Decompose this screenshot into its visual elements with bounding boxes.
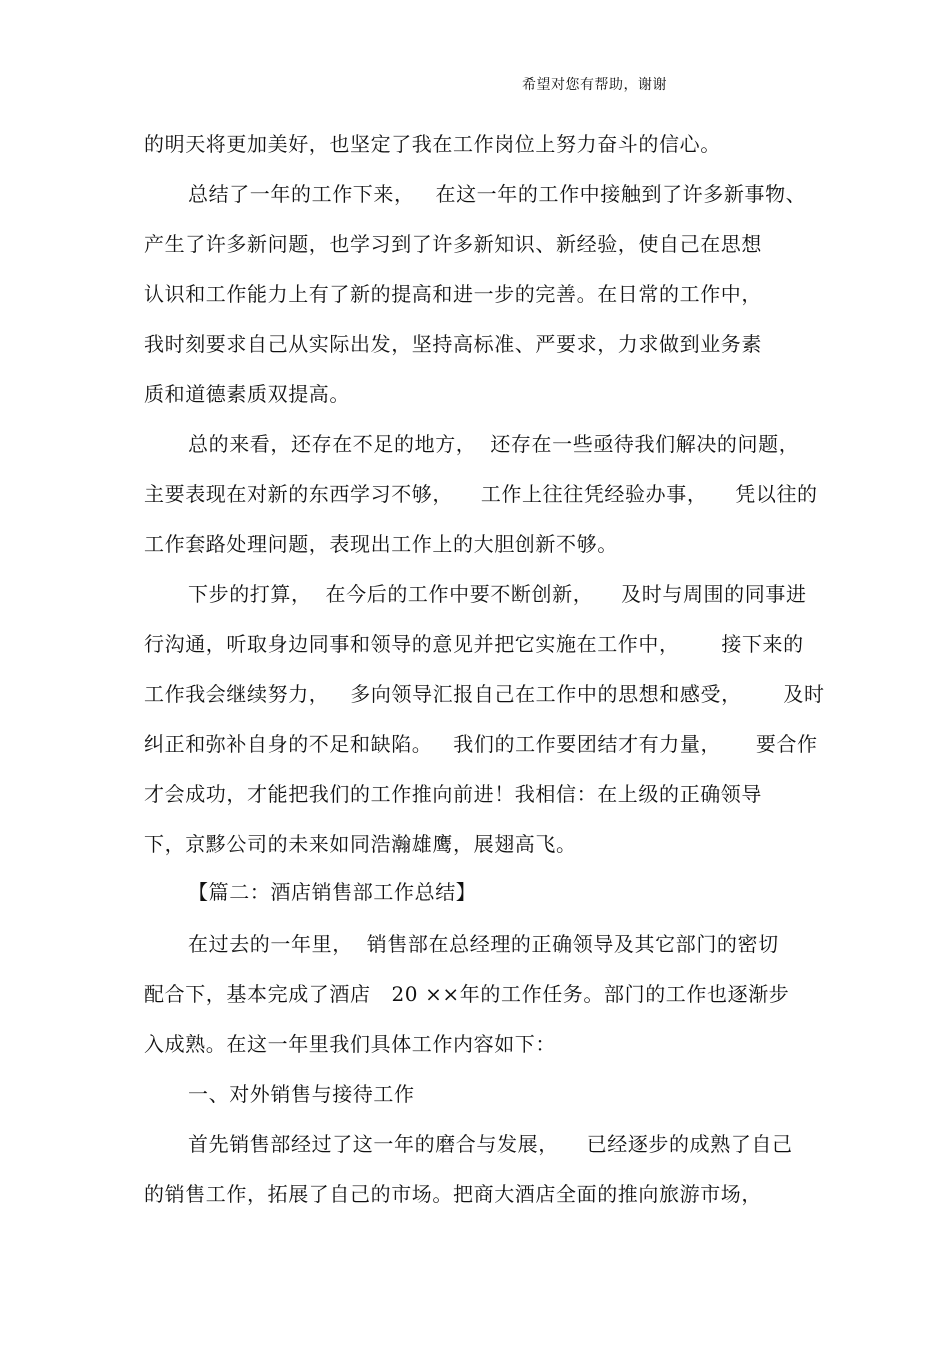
text-line: 工作我会继续努力， 多向领导汇报自己在工作中的思想和感受， 及时 [144,682,825,706]
text-line: 【篇二：酒店销售部工作总结】 [188,880,477,904]
header-note: 希望对您有帮助，谢谢 [522,77,667,93]
text-line: 我时刻要求自己从实际出发，坚持高标准、严要求，力求做到业务素 [144,332,762,356]
text-line: 行沟通，听取身边同事和领导的意见并把它实施在工作中， 接下来的 [144,632,804,656]
text-line: 的销售工作，拓展了自己的市场。把商大酒店全面的推向旅游市场， [144,1182,762,1206]
text-line: 总结了一年的工作下来， 在这一年的工作中接触到了许多新事物、 [188,182,807,206]
text-line: 下步的打算， 在今后的工作中要不断创新， 及时与周围的同事进 [188,582,807,606]
text-line: 的明天将更加美好，也坚定了我在工作岗位上努力奋斗的信心。 [144,132,721,156]
text-line: 总的来看，还存在不足的地方， 还存在一些亟待我们解决的问题， [188,432,800,456]
text-line: 配合下，基本完成了酒店 20 ××年的工作任务。部门的工作也逐渐步 [144,982,790,1006]
text-line: 在过去的一年里， 销售部在总经理的正确领导及其它部门的密切 [188,932,779,956]
text-line: 首先销售部经过了这一年的磨合与发展， 已经逐步的成熟了自己 [188,1132,793,1156]
text-line: 下，京黟公司的未来如同浩瀚雄鹰，展翅高飞。 [144,832,577,856]
text-line: 一、对外销售与接待工作 [188,1082,415,1106]
text-line: 纠正和弥补自身的不足和缺陷。 我们的工作要团结才有力量， 要合作 [144,732,818,756]
text-line: 产生了许多新问题，也学习到了许多新知识、新经验，使自己在思想 [144,232,762,256]
text-line: 认识和工作能力上有了新的提高和进一步的完善。在日常的工作中， [144,282,762,306]
text-line: 质和道德素质双提高。 [144,382,350,406]
text-line: 工作套路处理问题，表现出工作上的大胆创新不够。 [144,532,618,556]
text-line: 主要表现在对新的东西学习不够， 工作上往往凭经验办事， 凭以往的 [144,482,818,506]
text-line: 入成熟。在这一年里我们具体工作内容如下： [144,1032,556,1056]
text-line: 才会成功，才能把我们的工作推向前进！我相信：在上级的正确领导 [144,782,762,806]
